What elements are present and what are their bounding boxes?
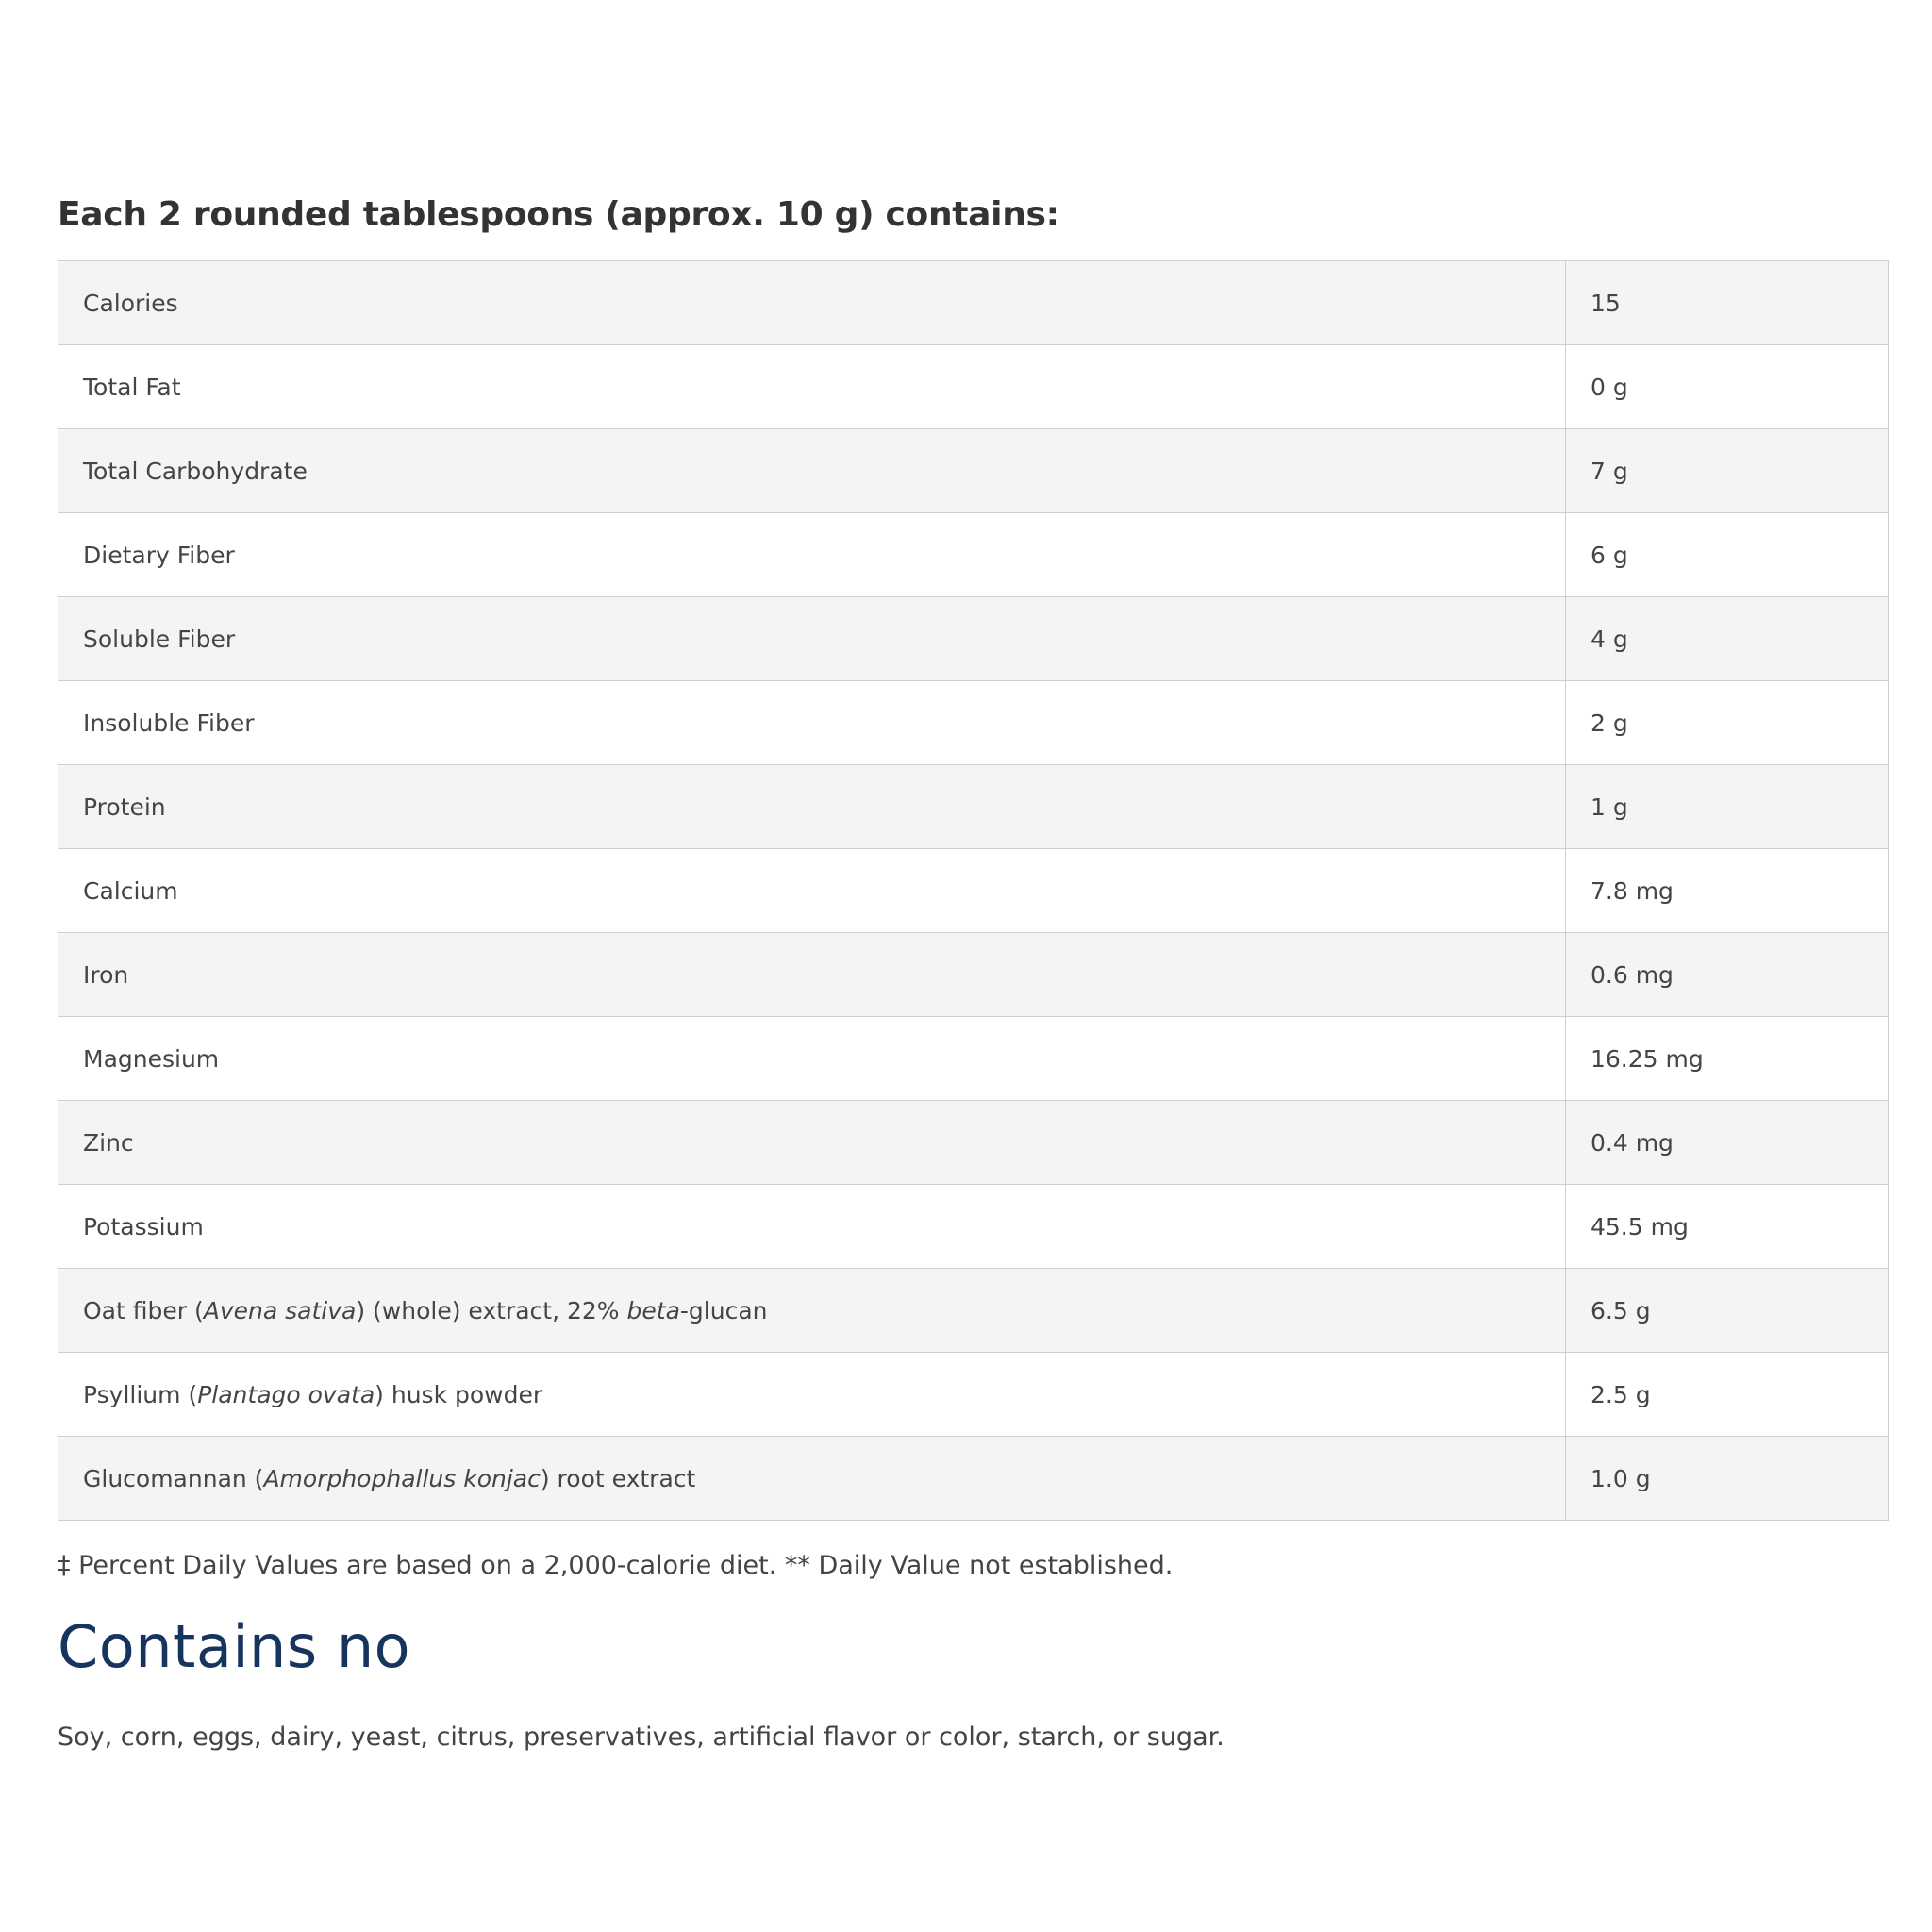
nutrient-name-text: Insoluble Fiber <box>83 708 255 737</box>
nutrient-name-text: Oat fiber ( <box>83 1296 204 1324</box>
table-row <box>58 429 1889 513</box>
nutrient-name <box>58 1185 1566 1269</box>
nutrient-amount: 0.4 mg <box>1566 1101 1889 1185</box>
nutrient-amount: 2.5 g <box>1566 1353 1889 1437</box>
nutrient-name-text: Total Fat <box>83 373 181 401</box>
table-row <box>58 513 1889 597</box>
table-row <box>58 1353 1889 1437</box>
nutrient-name-italic: Plantago ovata <box>197 1380 375 1408</box>
nutrient-amount: 7 g <box>1566 429 1889 513</box>
table-row <box>58 597 1889 681</box>
table-row <box>58 1269 1889 1353</box>
nutrient-name-text: ) root extract <box>540 1464 696 1492</box>
nutrient-name <box>58 513 1566 597</box>
nutrient-name <box>58 1353 1566 1437</box>
contains-no-list: Soy, corn, eggs, dairy, yeast, citrus, preservatives, artificial flavor or color, starch, or sugar. <box>58 1723 1224 1752</box>
nutrient-name-text: ) (whole) extract, 22% <box>356 1296 627 1324</box>
nutrient-name-text: Protein <box>83 792 166 821</box>
nutrient-name <box>58 681 1566 765</box>
nutrient-name <box>58 429 1566 513</box>
nutrient-name-text: ) husk powder <box>375 1380 543 1408</box>
nutrient-name-text: Zinc <box>83 1128 134 1157</box>
table-row <box>58 345 1889 429</box>
nutrient-name <box>58 933 1566 1017</box>
nutrient-name-italic: Avena sativa <box>203 1296 357 1324</box>
nutrient-name-italic: beta <box>626 1296 680 1324</box>
nutrient-amount: 4 g <box>1566 597 1889 681</box>
contains-no-heading: Contains no <box>58 1612 411 1681</box>
nutrient-name <box>58 765 1566 849</box>
nutrient-name-text: Dietary Fiber <box>83 541 235 569</box>
nutrient-name-italic: Amorphophallus konjac <box>263 1464 541 1492</box>
nutrient-amount: 45.5 mg <box>1566 1185 1889 1269</box>
nutrient-name-text: Iron <box>83 960 129 989</box>
table-row <box>58 1101 1889 1185</box>
nutrient-name-text: Magnesium <box>83 1044 220 1073</box>
nutrient-name <box>58 1101 1566 1185</box>
daily-value-footnote: ‡ Percent Daily Values are based on a 2,000-calorie diet. ** Daily Value not established. <box>58 1551 1174 1580</box>
table-row <box>58 681 1889 765</box>
table-row <box>58 849 1889 933</box>
nutrient-amount: 15 <box>1566 261 1889 345</box>
nutrient-amount: 0.6 mg <box>1566 933 1889 1017</box>
product-info-section <box>58 189 1888 1757</box>
nutrient-name-text: Calories <box>83 289 178 317</box>
nutrient-amount: 2 g <box>1566 681 1889 765</box>
nutrient-amount: 1 g <box>1566 765 1889 849</box>
nutrient-name <box>58 1437 1566 1521</box>
nutrient-name-text: Calcium <box>83 876 178 905</box>
nutrient-name <box>58 261 1566 345</box>
table-row <box>58 1017 1889 1101</box>
table-row <box>58 933 1889 1017</box>
nutrient-name <box>58 1269 1566 1353</box>
table-row <box>58 1437 1889 1521</box>
nutrient-name <box>58 345 1566 429</box>
nutrition-table-body <box>58 261 1889 1521</box>
table-row <box>58 765 1889 849</box>
nutrient-name-text: Total Carbohydrate <box>83 457 308 485</box>
nutrient-amount: 6.5 g <box>1566 1269 1889 1353</box>
nutrient-amount: 0 g <box>1566 345 1889 429</box>
nutrient-name-text: Psyllium ( <box>83 1380 198 1408</box>
nutrient-name-text: Soluble Fiber <box>83 625 236 653</box>
nutrient-name <box>58 1017 1566 1101</box>
nutrient-name-text: -glucan <box>679 1296 768 1324</box>
nutrient-amount: 1.0 g <box>1566 1437 1889 1521</box>
nutrient-name <box>58 849 1566 933</box>
nutrient-name <box>58 597 1566 681</box>
table-row <box>58 261 1889 345</box>
nutrient-amount: 16.25 mg <box>1566 1017 1889 1101</box>
nutrient-name-text: Potassium <box>83 1212 204 1241</box>
table-row <box>58 1185 1889 1269</box>
serving-size-heading: Each 2 rounded tablespoons (approx. 10 g) contains: <box>58 195 1059 234</box>
nutrient-amount: 6 g <box>1566 513 1889 597</box>
nutrient-amount: 7.8 mg <box>1566 849 1889 933</box>
nutrient-name-text: Glucomannan ( <box>83 1464 264 1492</box>
nutrition-table <box>58 260 1889 1521</box>
